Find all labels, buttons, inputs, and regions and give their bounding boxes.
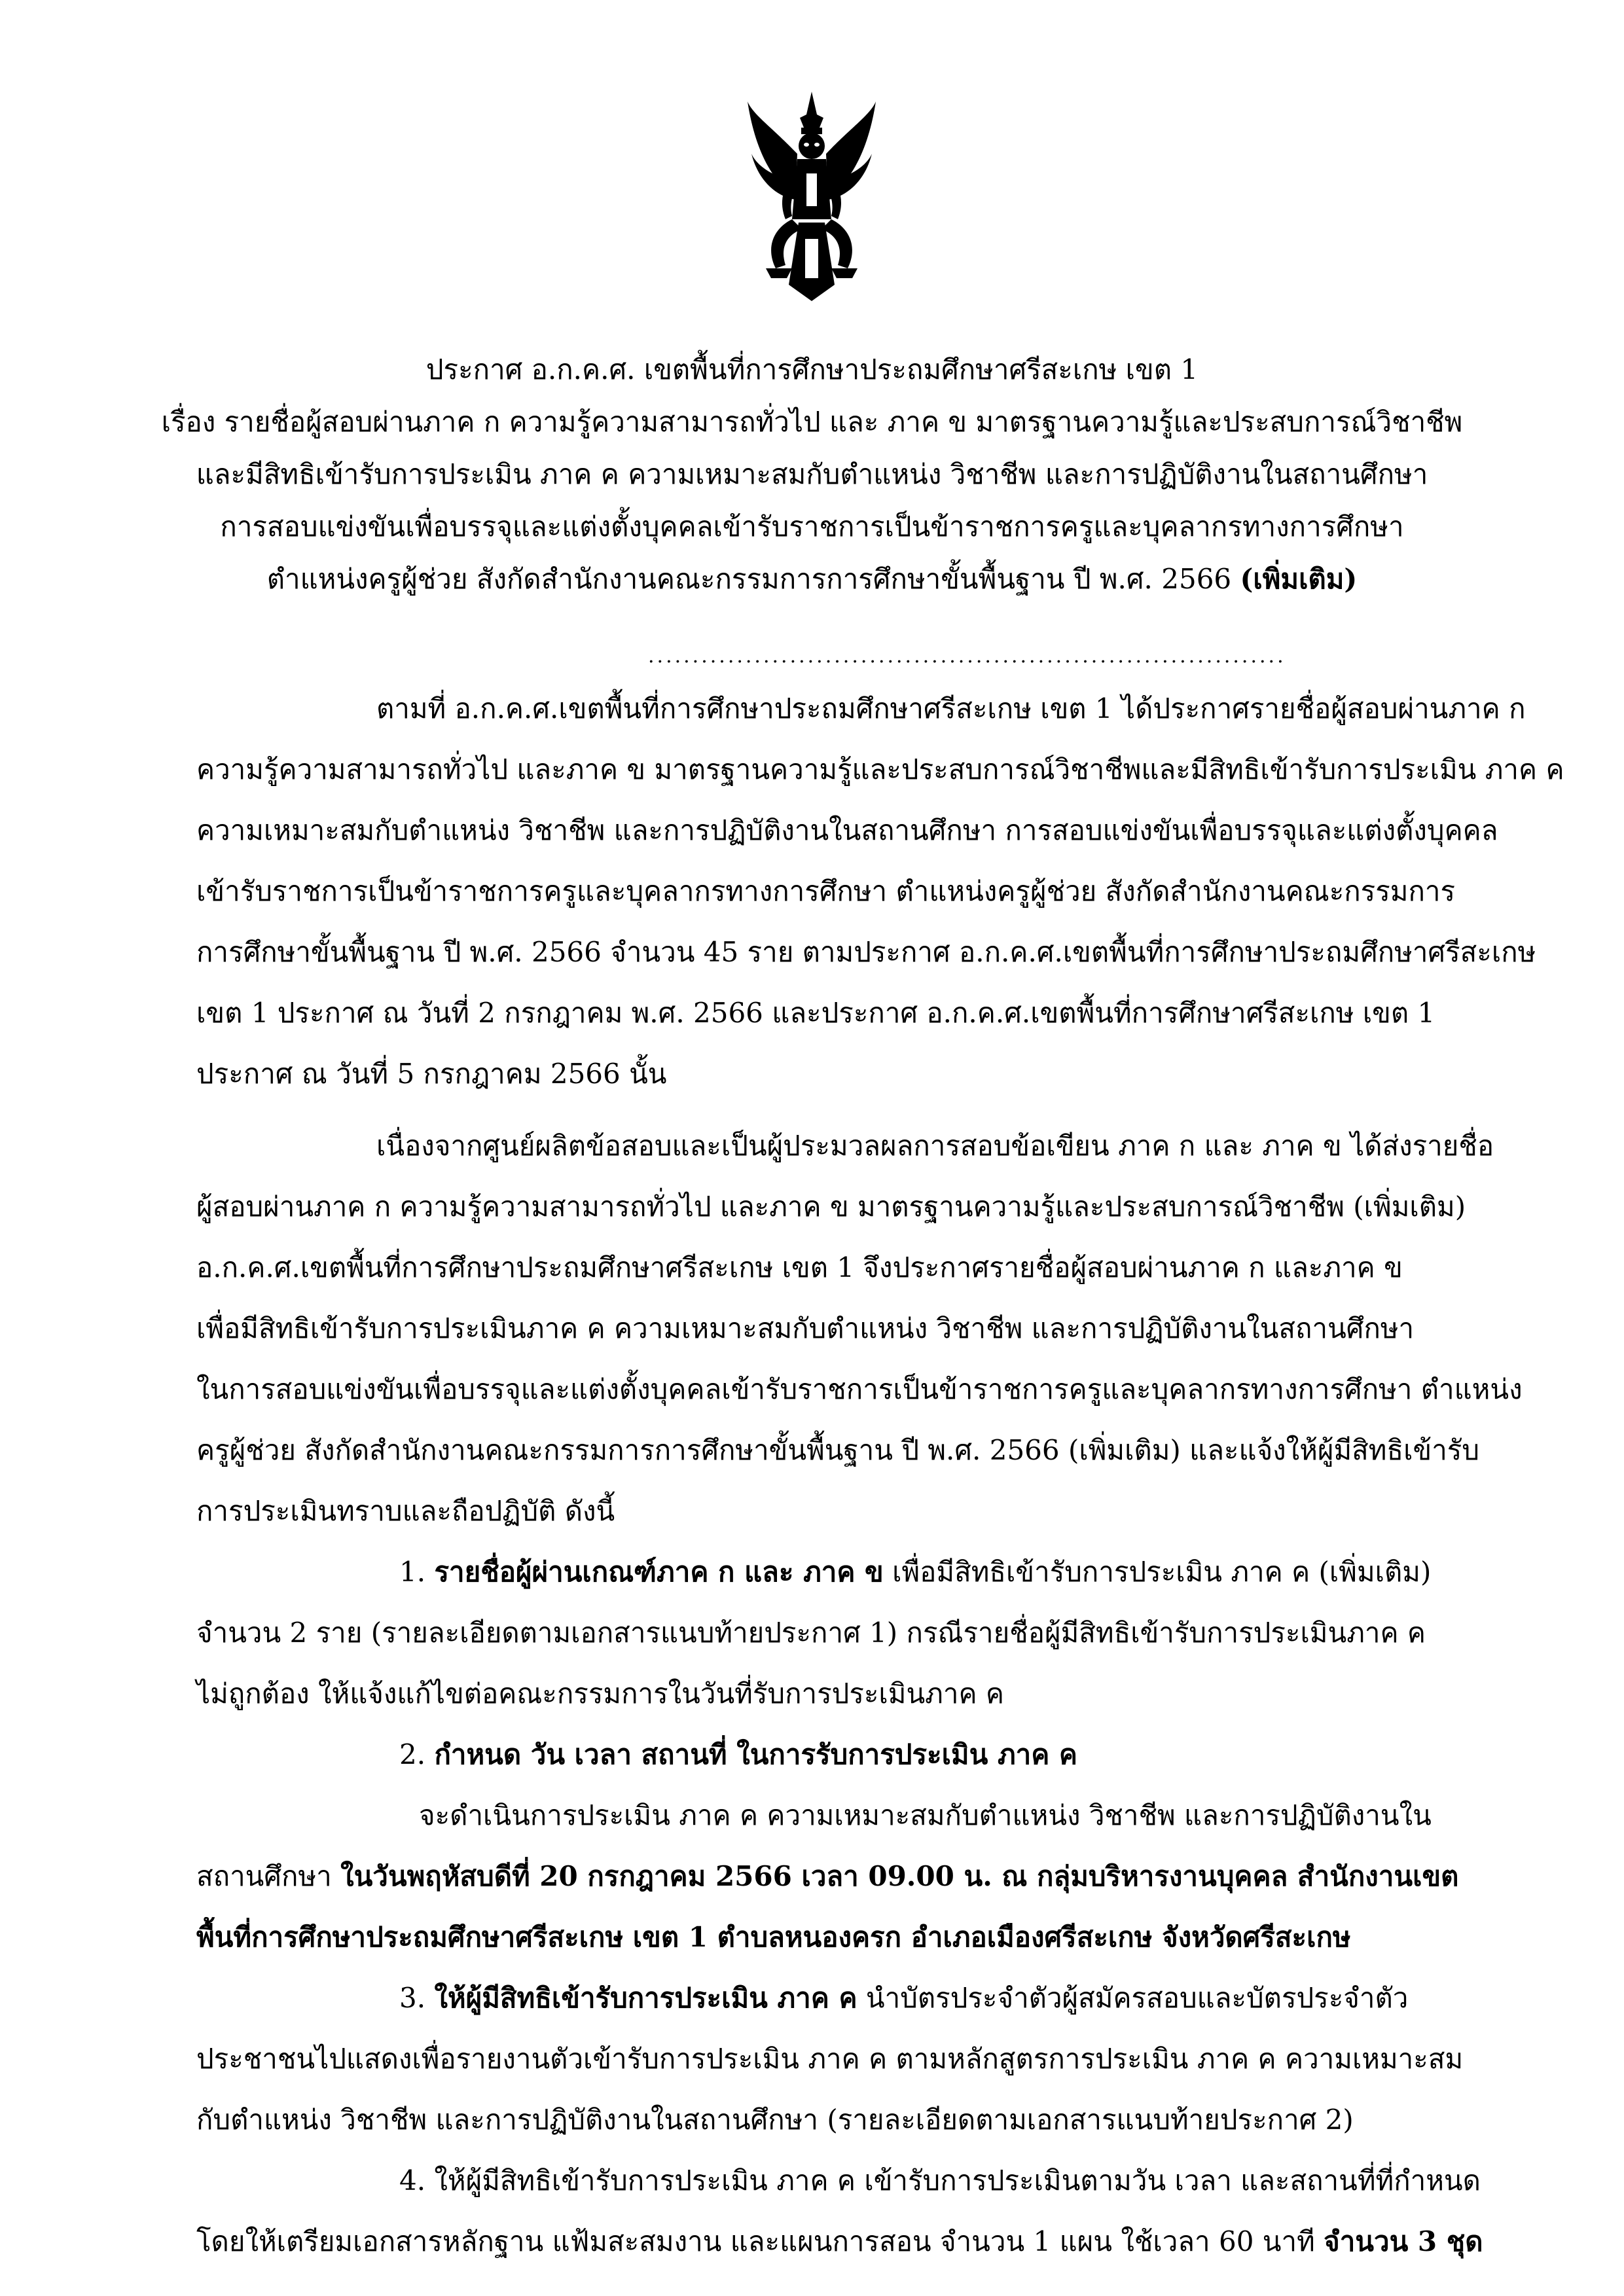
- paragraph-line: การศึกษาขั้นพื้นฐาน ปี พ.ศ. 2566 จำนวน 45 ราย ตามประกาศ อ.ก.ค.ศ.เขตพื้นที่การศึกษาประถมศึกษาศรีสะเกษ: [196, 936, 1536, 968]
- list-item: 2. กำหนด วัน เวลา สถานที่ ในการรับการประเมิน ภาค ค: [399, 1738, 1078, 1770]
- separator-line: ........................................................................: [648, 645, 1286, 668]
- garuda-emblem-icon: [746, 88, 877, 304]
- paragraph-line: เพื่อมีสิทธิเข้ารับการประเมินภาค ค ความเหมาะสมกับตำแหน่ง วิชาชีพ และการปฏิบัติงานในสถานศึกษา: [196, 1312, 1415, 1344]
- additional-label: (เพิ่มเติม): [1240, 563, 1358, 595]
- list-item: 4. ให้ผู้มีสิทธิเข้ารับการประเมิน ภาค ค เข้ารับการประเมินตามวัน เวลา และสถานที่ที่กำหนด: [399, 2164, 1481, 2197]
- paragraph-line: ประชาชนไปแสดงเพื่อรายงานตัวเข้ารับการประเมิน ภาค ค ตามหลักสูตรการประเมิน ภาค ค ความเหมาะสม: [196, 2043, 1464, 2075]
- list-item: 3. ให้ผู้มีสิทธิเข้ารับการประเมิน ภาค ค นำบัตรประจำตัวผู้สมัครสอบและบัตรประจำตัว: [399, 1982, 1409, 2014]
- paragraph-line: ตามที่ อ.ก.ค.ศ.เขตพื้นที่การศึกษาประถมศึกษาศรีสะเกษ เขต 1 ได้ประกาศรายชื่อผู้สอบผ่านภาค ก: [376, 692, 1526, 725]
- paragraph-line: ผู้สอบผ่านภาค ก ความรู้ความสามารถทั่วไป และภาค ข มาตรฐานความรู้และประสบการณ์วิชาชีพ (เพิ่มเติม): [196, 1191, 1466, 1223]
- paragraph-line: ความรู้ความสามารถทั่วไป และภาค ข มาตรฐานความรู้และประสบการณ์วิชาชีพและมีสิทธิเข้ารับการประเมิน ภาค ค: [196, 753, 1564, 785]
- paragraph-line: เนื่องจากศูนย์ผลิตข้อสอบและเป็นผู้ประมวลผลการสอบข้อเขียน ภาค ก และ ภาค ข ได้ส่งรายชื่อ: [376, 1130, 1494, 1162]
- paragraph-line: พื้นที่การศึกษาประถมศึกษาศรีสะเกษ เขต 1 ตำบลหนองครก อำเภอเมืองศรีสะเกษ จังหวัดศรีสะเกษ: [196, 1921, 1351, 1953]
- paragraph-line: ความเหมาะสมกับตำแหน่ง วิชาชีพ และการปฏิบัติงานในสถานศึกษา การสอบแข่งขันเพื่อบรรจุและแต่งตั้งบุคคล: [196, 814, 1498, 846]
- announcement-header: [131, 344, 1493, 605]
- paragraph-line: เขต 1 ประกาศ ณ วันที่ 2 กรกฎาคม พ.ศ. 2566 และประกาศ อ.ก.ค.ศ.เขตพื้นที่การศึกษาศรีสะเกษ เขต 1: [196, 997, 1435, 1029]
- paragraph-line: อ.ก.ค.ศ.เขตพื้นที่การศึกษาประถมศึกษาศรีสะเกษ เขต 1 จึงประกาศรายชื่อผู้สอบผ่านภาค ก และภาค ข: [196, 1251, 1403, 1283]
- paragraph-line: ครูผู้ช่วย สังกัดสำนักงานคณะกรรมการการศึกษาขั้นพื้นฐาน ปี พ.ศ. 2566 (เพิ่มเติม) และแจ้งให้ผู้มีสิทธิเข้ารับ: [196, 1434, 1479, 1466]
- paragraph-line: กับตำแหน่ง วิชาชีพ และการปฏิบัติงานในสถานศึกษา (รายละเอียดตามเอกสารแนบท้ายประกาศ 2): [196, 2104, 1354, 2136]
- paragraph-line: เข้ารับราชการเป็นข้าราชการครูและบุคลากรทางการศึกษา ตำแหน่งครูผู้ช่วย สังกัดสำนักงานคณะกรรมการ: [196, 875, 1456, 907]
- paragraph-line: ในการสอบแข่งขันเพื่อบรรจุและแต่งตั้งบุคคลเข้ารับราชการเป็นข้าราชการครูและบุคลากรทางการศึกษา ตำแหน่ง: [196, 1373, 1523, 1405]
- paragraph-line: สถานศึกษา ในวันพฤหัสบดีที่ 20 กรกฎาคม 2566 เวลา 09.00 น. ณ กลุ่มบริหารงานบุคคล สำนักงานเขต: [196, 1860, 1459, 1892]
- list-item: 1. รายชื่อผู้ผ่านเกณฑ์ภาค ก และ ภาค ข เพื่อมีสิทธิเข้ารับการประเมิน ภาค ค (เพิ่มเติม): [399, 1556, 1432, 1588]
- paragraph-line: จะดำเนินการประเมิน ภาค ค ความเหมาะสมกับตำแหน่ง วิชาชีพ และการปฏิบัติงานใน: [419, 1799, 1432, 1831]
- announcement-subject-line: และมีสิทธิเข้ารับการประเมิน ภาค ค ความเหมาะสมกับตำแหน่ง วิชาชีพ และการปฏิบัติงานในสถานศึกษา: [196, 458, 1428, 490]
- announcement-subject-line: การสอบแข่งขันเพื่อบรรจุและแต่งตั้งบุคคลเข้ารับราชการเป็นข้าราชการครูและบุคลากรทางการศึกษา: [220, 511, 1404, 543]
- announcement-subject-line: ตำแหน่งครูผู้ช่วย สังกัดสำนักงานคณะกรรมการการศึกษาขั้นพื้นฐาน ปี พ.ศ. 2566 (เพิ่มเติม): [266, 563, 1358, 595]
- paragraph-line: ประกาศ ณ วันที่ 5 กรกฎาคม 2566 นั้น: [196, 1058, 667, 1090]
- announcement-title: ประกาศ อ.ก.ค.ศ. เขตพื้นที่การศึกษาประถมศึกษาศรีสะเกษ เขต 1: [425, 353, 1199, 386]
- paragraph-line: โดยให้เตรียมเอกสารหลักฐาน แฟ้มสะสมงาน และแผนการสอน จำนวน 1 แผน ใช้เวลา 60 นาที จำนวน 3 ชุด: [196, 2225, 1483, 2257]
- announcement-subject: เรื่อง รายชื่อผู้สอบผ่านภาค ก ความรู้ความสามารถทั่วไป และ ภาค ข มาตรฐานความรู้และประสบการณ์วิชาชีพ: [161, 406, 1463, 438]
- paragraph-line: ไม่ถูกต้อง ให้แจ้งแก้ไขต่อคณะกรรมการในวันที่รับการประเมินภาค ค: [196, 1677, 1004, 1710]
- paragraph-line: การประเมินทราบและถือปฏิบัติ ดังนี้: [196, 1495, 615, 1527]
- paragraph-line: จำนวน 2 ราย (รายละเอียดตามเอกสารแนบท้ายประกาศ 1) กรณีรายชื่อผู้มีสิทธิเข้ารับการประเมินภาค ค: [196, 1617, 1426, 1649]
